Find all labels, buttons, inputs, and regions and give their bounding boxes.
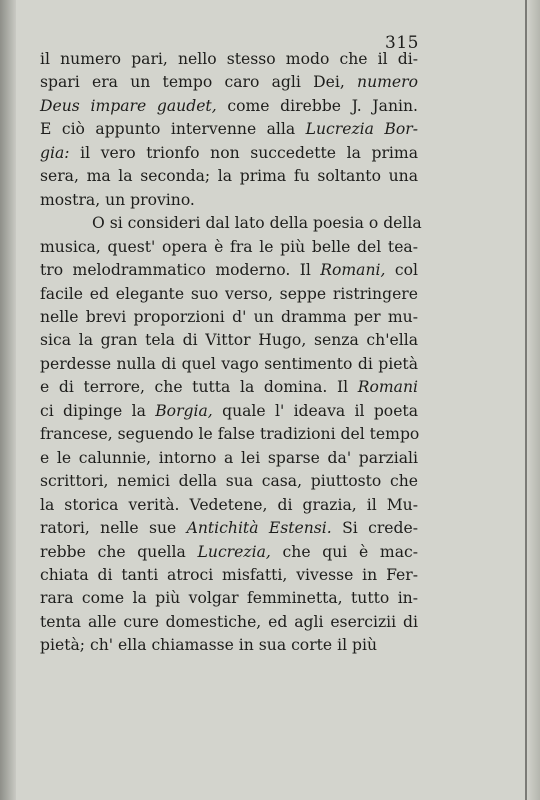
text-line bbox=[40, 48, 418, 71]
text-line bbox=[40, 494, 418, 517]
text-segment: E ciò appunto intervenne alla bbox=[40, 120, 306, 139]
text-line bbox=[40, 142, 418, 165]
text-segment: perdesse nulla di quel vago sentimento di pietà bbox=[40, 354, 418, 373]
text-segment: tro melodrammatico moderno. Il bbox=[40, 261, 321, 280]
text-segment: quale l' ideava il poeta bbox=[212, 401, 418, 420]
text-segment: sera, ma la seconda; la prima fu soltanto una bbox=[40, 167, 418, 186]
text-segment: spari era un tempo caro agli Dei, bbox=[40, 73, 358, 92]
text-line bbox=[40, 212, 422, 235]
text-segment: che qui è mac- bbox=[270, 542, 418, 561]
text-segment: musica, quest' opera è fra le più belle del tea- bbox=[40, 237, 418, 256]
text-line bbox=[40, 517, 418, 540]
text-segment: ratori, nelle sue bbox=[40, 519, 187, 538]
text-segment: scrittori, nemici della sua casa, piuttosto che bbox=[40, 472, 418, 491]
italic-text: Romani bbox=[357, 378, 418, 397]
text-line bbox=[40, 71, 418, 94]
text-line bbox=[40, 611, 418, 634]
italic-text: numero bbox=[357, 73, 418, 92]
text-line bbox=[40, 283, 418, 306]
text-segment: e le calunnie, intorno a lei sparse da' parziali bbox=[40, 448, 418, 467]
text-segment: il vero trionfo non succedette la prima bbox=[69, 143, 418, 162]
page-number: 315 bbox=[385, 33, 419, 53]
text-segment: chiata di tanti atroci misfatti, vivesse in Fer- bbox=[40, 565, 418, 584]
text-line bbox=[40, 423, 418, 446]
text-line bbox=[40, 329, 418, 352]
text-segment: rara come la più volgar femminetta, tutto in- bbox=[40, 589, 418, 608]
text-line bbox=[40, 587, 418, 610]
page-gutter-shadow bbox=[0, 0, 16, 800]
text-segment: e di terrore, che tutta la domina. Il bbox=[40, 378, 358, 397]
text-line bbox=[40, 447, 418, 470]
text-line bbox=[40, 470, 418, 493]
text-line bbox=[40, 541, 418, 564]
text-line bbox=[40, 353, 418, 376]
italic-text: Lucrezia Bor- bbox=[305, 120, 418, 139]
page-fold-line bbox=[525, 0, 527, 800]
page-edge-shadow bbox=[526, 0, 540, 800]
text-segment: francese, seguendo le false tradizioni del tempo bbox=[40, 425, 420, 444]
text-line bbox=[40, 400, 418, 423]
text-line bbox=[40, 118, 418, 141]
text-segment: facile ed elegante suo verso, seppe ristringere bbox=[40, 284, 418, 303]
text-line bbox=[40, 236, 418, 259]
italic-text: gia: bbox=[40, 143, 70, 162]
text-segment: Si crede- bbox=[331, 519, 418, 538]
text-segment: ci dipinge la bbox=[40, 401, 156, 420]
text-segment: rebbe che quella bbox=[40, 542, 198, 561]
text-line bbox=[40, 306, 418, 329]
text-segment: col bbox=[385, 261, 418, 280]
text-line bbox=[40, 95, 418, 118]
text-segment: la storica verità. Vedetene, di grazia, il Mu- bbox=[40, 495, 418, 514]
italic-text: Romani, bbox=[320, 261, 386, 280]
italic-text: Borgia, bbox=[155, 401, 213, 420]
text-line bbox=[40, 564, 418, 587]
body-text bbox=[40, 48, 422, 658]
text-segment: mostra, un provino. bbox=[40, 190, 195, 209]
text-line bbox=[40, 189, 418, 212]
text-line bbox=[40, 634, 418, 657]
text-segment: tenta alle cure domestiche, ed agli esercizii di bbox=[40, 612, 418, 631]
text-segment: il numero pari, nello stesso modo che il di- bbox=[40, 50, 418, 68]
text-segment: nelle brevi proporzioni d' un dramma per mu- bbox=[40, 307, 418, 326]
text-segment: pietà; ch' ella chiamasse in sua corte il più bbox=[40, 636, 378, 655]
text-line bbox=[40, 259, 418, 282]
italic-text: Deus impare gaudet, bbox=[40, 96, 217, 115]
text-line bbox=[40, 165, 418, 188]
text-segment: come direbbe J. Janin. bbox=[216, 96, 418, 115]
text-line bbox=[40, 376, 418, 399]
italic-text: Antichità Estensi. bbox=[186, 519, 332, 538]
text-segment: sica la gran tela di Vittor Hugo, senza ch'ella bbox=[40, 331, 418, 350]
text-segment: O si consideri dal lato della poesia o della bbox=[92, 214, 422, 233]
italic-text: Lucrezia, bbox=[197, 542, 271, 561]
